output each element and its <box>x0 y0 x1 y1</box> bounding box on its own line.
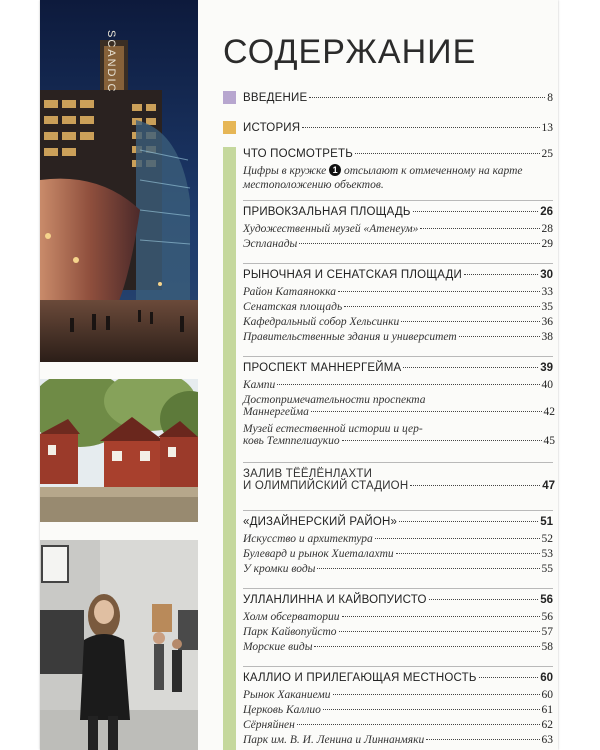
page-number: 35 <box>541 301 553 313</box>
page-number: 56 <box>540 594 553 606</box>
photo-gallery <box>40 540 198 750</box>
page-number: 63 <box>541 734 553 746</box>
dot-leader <box>342 616 540 617</box>
subentry-label: Холм обсерватории <box>243 611 340 623</box>
dot-leader <box>479 677 539 678</box>
note-start: Цифры в кружке <box>243 165 327 177</box>
toc-subentry[interactable] <box>243 704 553 716</box>
page-number: 55 <box>541 563 553 575</box>
dot-leader <box>426 739 539 740</box>
entry-line-1: Достопримечательности проспекта <box>243 394 426 406</box>
subentry-label: Художественный музей «Атенеум» <box>243 223 419 235</box>
dot-leader <box>314 646 539 647</box>
toc-subentry[interactable] <box>243 316 553 328</box>
section-title: КАЛЛИО И ПРИЛЕГАЮЩАЯ МЕСТНОСТЬ <box>243 672 477 684</box>
sights-color-bar <box>223 147 236 750</box>
photo-sign-text: SCANDIC <box>105 30 117 94</box>
subentry-label: Правительственные здания и университет <box>243 331 457 343</box>
dot-leader <box>309 97 545 98</box>
section-separator <box>243 263 553 264</box>
section-separator <box>243 356 553 357</box>
subentry-label: Парк им. В. И. Ленина и Линнанмяки <box>243 734 425 746</box>
section-separator <box>243 666 553 667</box>
dot-leader <box>355 153 540 154</box>
dot-leader <box>403 367 538 368</box>
intro-label: ВВЕДЕНИЕ <box>243 92 308 104</box>
toc-entry-intro[interactable] <box>243 92 553 104</box>
entry-line-2: И ОЛИМПИЙСКИЙ СТАДИОН <box>243 480 409 492</box>
toc-subentry[interactable] <box>243 641 553 653</box>
page-number: 36 <box>541 316 553 328</box>
dot-leader <box>420 228 539 229</box>
toc-subentry[interactable] <box>243 626 553 638</box>
toc-subentry[interactable] <box>243 379 553 391</box>
book-page <box>40 0 558 750</box>
dot-leader <box>299 243 539 244</box>
entry-line-2-row <box>243 435 555 447</box>
dot-leader <box>344 306 539 307</box>
dot-leader <box>375 538 540 539</box>
subentry-label: Эспланады <box>243 238 298 250</box>
toc-entry-history[interactable] <box>243 122 553 134</box>
dot-leader <box>338 291 539 292</box>
dot-leader <box>464 274 538 275</box>
sights-note <box>243 164 555 192</box>
entry-line-1: Музей естественной истории и цер- <box>243 423 423 435</box>
toc-subentry[interactable] <box>243 331 553 343</box>
note-end: отсылают к отмеченному на карте местоположению объектов. <box>243 165 523 191</box>
entry-line-2-row <box>243 480 555 492</box>
dot-leader <box>302 127 539 128</box>
section-separator <box>243 588 553 589</box>
dot-leader <box>333 694 540 695</box>
section-title: УЛЛАНЛИННА И КАЙВОПУИСТО <box>243 594 427 606</box>
photo-red-houses <box>40 379 198 522</box>
page-number: 30 <box>540 269 553 281</box>
subentry-label: Булевард и рынок Хиеталахти <box>243 548 394 560</box>
toc-section-entry[interactable] <box>243 516 553 528</box>
section-title: РЫНОЧНАЯ И СЕНАТСКАЯ ПЛОЩАДИ <box>243 269 462 281</box>
sights-label: ЧТО ПОСМОТРЕТЬ <box>243 148 353 160</box>
toc-subentry[interactable] <box>243 223 553 235</box>
toc-subentry[interactable] <box>243 734 553 746</box>
page-number: 57 <box>541 626 553 638</box>
photo-night-building <box>40 0 198 362</box>
toc-subentry[interactable] <box>243 548 553 560</box>
subentry-label: Церковь Каллио <box>243 704 321 716</box>
page-number: 51 <box>540 516 553 528</box>
dot-leader <box>429 599 539 600</box>
dot-leader <box>323 709 540 710</box>
dot-leader <box>311 411 542 412</box>
page-number: 47 <box>542 480 555 492</box>
subentry-label: Искусство и архитектура <box>243 533 373 545</box>
toc-subentry[interactable] <box>243 238 553 250</box>
section-separator <box>243 200 553 201</box>
section-separator <box>243 510 553 511</box>
page-number: 62 <box>541 719 553 731</box>
sights-page: 25 <box>541 148 553 160</box>
dot-leader <box>339 631 540 632</box>
toc-section-entry[interactable] <box>243 672 553 684</box>
page-number: 29 <box>541 238 553 250</box>
page-number: 38 <box>541 331 553 343</box>
dot-leader <box>413 211 539 212</box>
section-title: «ДИЗАЙНЕРСКИЙ РАЙОН» <box>243 516 398 528</box>
page-number: 56 <box>541 611 553 623</box>
history-color-marker <box>223 121 236 134</box>
dot-leader <box>410 485 540 486</box>
section-title: ПРИВОКЗАЛЬНАЯ ПЛОЩАДЬ <box>243 206 411 218</box>
page-title: СОДЕРЖАНИЕ <box>223 33 477 71</box>
page-number: 53 <box>541 548 553 560</box>
intro-page: 8 <box>547 92 553 104</box>
subentry-label: Морские виды <box>243 641 313 653</box>
history-label: ИСТОРИЯ <box>243 122 301 134</box>
dot-leader <box>342 440 542 441</box>
subentry-label: Сёрняйнен <box>243 719 295 731</box>
toc-entry-sights[interactable] <box>243 148 553 160</box>
page-number: 60 <box>540 672 553 684</box>
subentry-label: Кафедральный собор Хельсинки <box>243 316 400 328</box>
entry-line-2: Маннергейма <box>243 406 309 418</box>
dot-leader <box>396 553 540 554</box>
page-number: 52 <box>541 533 553 545</box>
map-marker-icon: 1 <box>329 164 341 176</box>
entry-line-2-row <box>243 406 555 418</box>
page-number: 60 <box>541 689 553 701</box>
page-number: 39 <box>540 362 553 374</box>
subentry-label: Район Катаянокка <box>243 286 337 298</box>
toc-subentry[interactable] <box>243 301 553 313</box>
dot-leader <box>317 568 539 569</box>
history-page: 13 <box>541 122 553 134</box>
subentry-label: Сенатская площадь <box>243 301 343 313</box>
page-number: 26 <box>540 206 553 218</box>
page-number: 58 <box>541 641 553 653</box>
subentry-label: Рынок Хаканиеми <box>243 689 331 701</box>
toc-subentry[interactable] <box>243 286 553 298</box>
section-separator <box>243 462 553 463</box>
subentry-label: Кампи <box>243 379 276 391</box>
page-number: 33 <box>541 286 553 298</box>
toc-subentry[interactable] <box>243 611 553 623</box>
toc-subentry[interactable] <box>243 563 553 575</box>
toc-section-entry[interactable] <box>243 468 555 492</box>
dot-leader <box>399 521 538 522</box>
dot-leader <box>459 336 540 337</box>
toc-subentry[interactable] <box>243 533 553 545</box>
section-title: ПРОСПЕКТ МАННЕРГЕЙМА <box>243 362 402 374</box>
toc-subentry[interactable] <box>243 689 553 701</box>
subentry-label: У кромки воды <box>243 563 316 575</box>
page-number: 42 <box>543 406 555 418</box>
entry-line-1: ЗАЛИВ ТЁЁЛЁНЛАХТИ <box>243 468 373 480</box>
page-number: 45 <box>543 435 555 447</box>
page-number: 28 <box>541 223 553 235</box>
intro-color-marker <box>223 91 236 104</box>
entry-line-2: ковь Темппелиаукио <box>243 435 340 447</box>
toc-section-entry[interactable] <box>243 206 553 218</box>
toc-section-entry[interactable] <box>243 594 553 606</box>
dot-leader <box>401 321 539 322</box>
dot-leader <box>277 384 539 385</box>
page-number: 61 <box>541 704 553 716</box>
toc-section-entry[interactable] <box>243 362 553 374</box>
toc-subentry[interactable] <box>243 394 555 418</box>
toc-subentry[interactable] <box>243 423 555 447</box>
page-number: 40 <box>541 379 553 391</box>
toc-section-entry[interactable] <box>243 269 553 281</box>
photo-column <box>40 0 198 750</box>
toc-subentry[interactable] <box>243 719 553 731</box>
subentry-label: Парк Кайвопуйсто <box>243 626 337 638</box>
dot-leader <box>297 724 540 725</box>
